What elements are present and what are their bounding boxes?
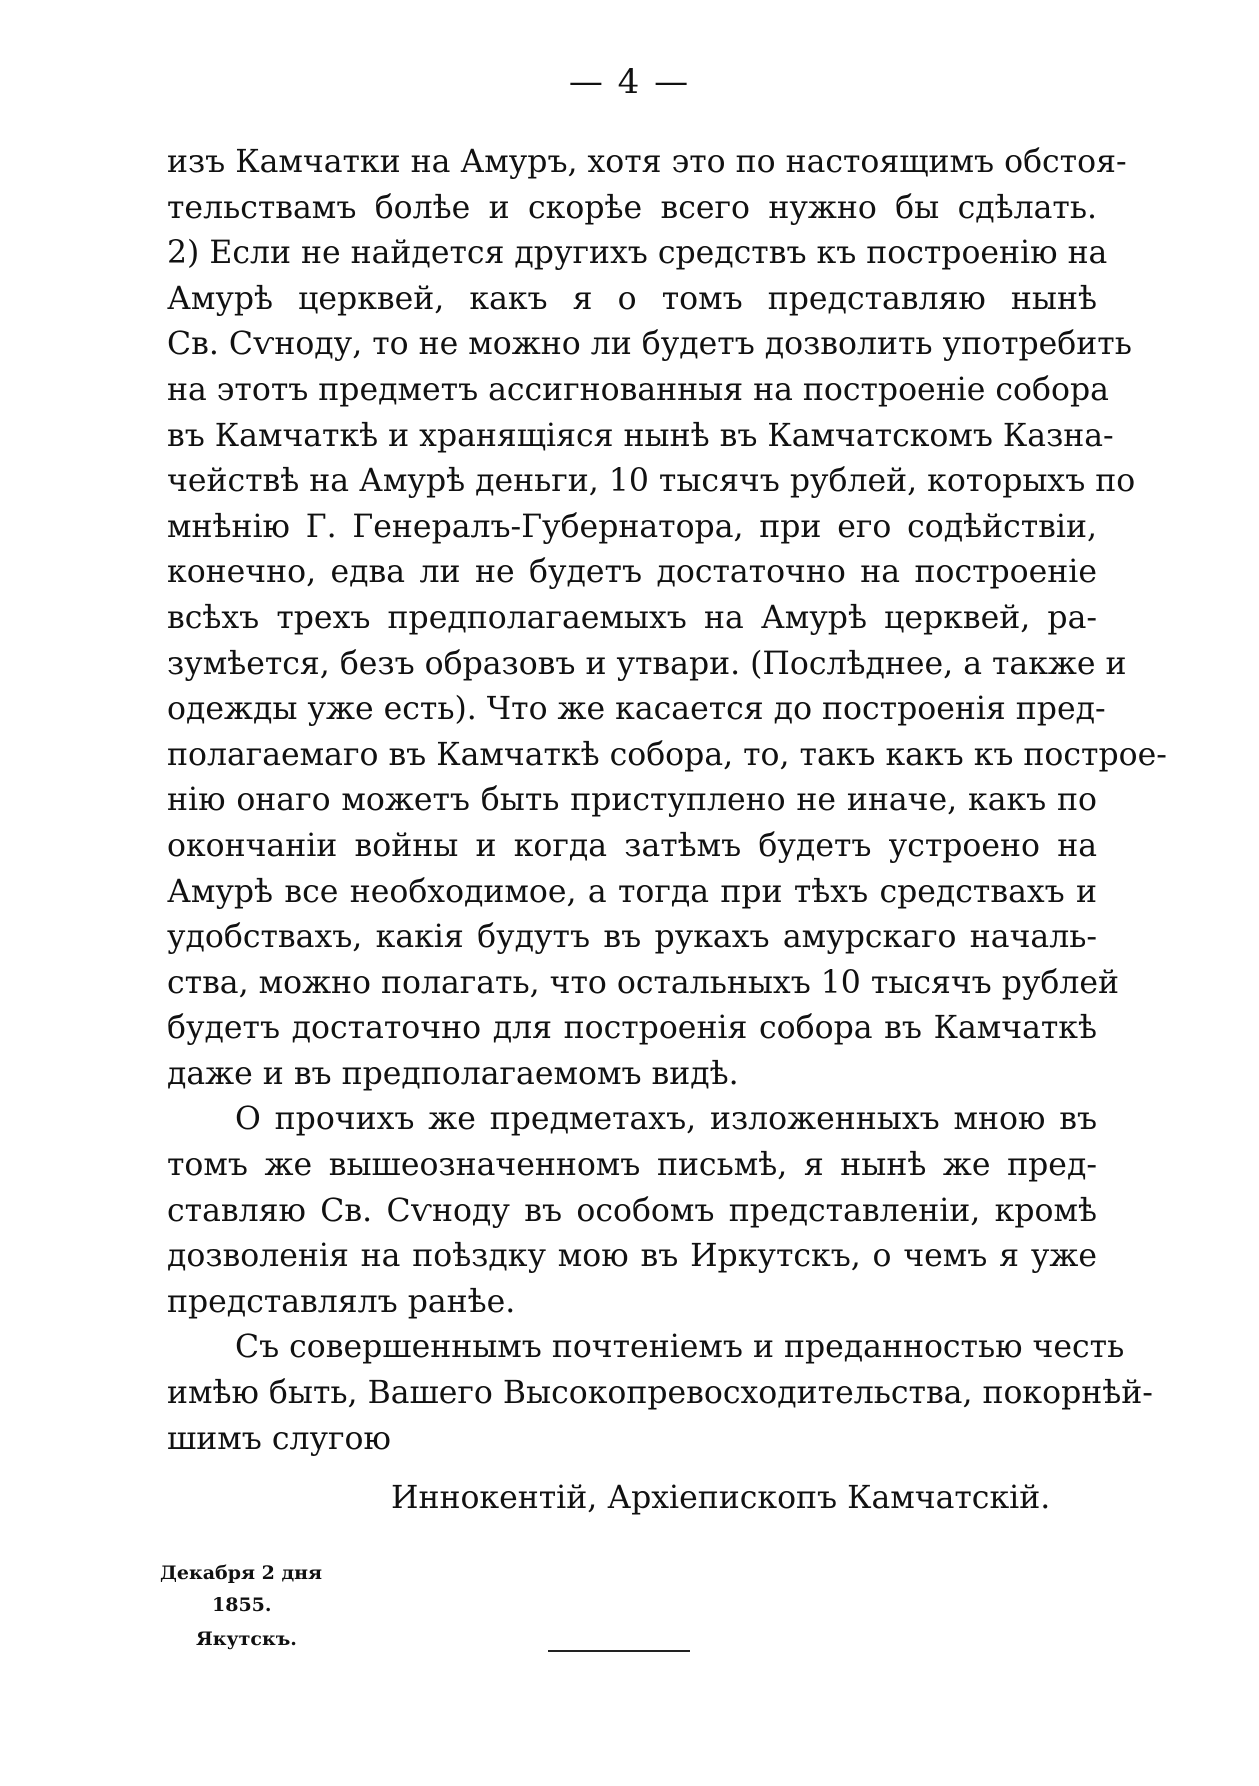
text-line: 2) Если не найдется другихъ средствъ къ построенію на bbox=[167, 235, 1108, 272]
text-line: конечно, едва ли не будетъ достаточно на построеніе bbox=[167, 554, 1097, 591]
text-line: шимъ слугою bbox=[167, 1420, 391, 1457]
text-line: даже и въ предполагаемомъ видѣ. bbox=[167, 1055, 739, 1092]
paragraph-1 bbox=[167, 140, 1167, 1097]
text-line: полагаемаго въ Камчаткѣ собора, то, такъ какъ къ построе- bbox=[167, 736, 1167, 773]
text-line: ства, можно полагать, что остальныхъ 10 тысячъ рублей bbox=[167, 964, 1120, 1001]
text-line: всѣхъ трехъ предполагаемыхъ на Амурѣ церквей, ра- bbox=[167, 599, 1097, 636]
text-line: зумѣется, безъ образовъ и утвари. (Послѣднее, а также и bbox=[167, 645, 1127, 682]
closing-rule bbox=[548, 1650, 690, 1652]
text-line: Съ совершеннымъ почтеніемъ и преданностью честь bbox=[235, 1329, 1125, 1366]
page-number: — 4 — bbox=[568, 62, 691, 102]
date-day: Декабря 2 дня bbox=[160, 1562, 323, 1584]
text-line: будетъ достаточно для построенія собора въ Камчаткѣ bbox=[167, 1010, 1097, 1047]
text-line: чействѣ на Амурѣ деньги, 10 тысячъ рублей, которыхъ по bbox=[167, 463, 1136, 500]
text-line: ставляю Св. Сѵноду въ особомъ представленіи, кромѣ bbox=[167, 1192, 1097, 1229]
text-line: мнѣнію Г. Генералъ-Губернатора, при его содѣйствіи, bbox=[167, 508, 1097, 545]
text-line: на этотъ предметъ ассигнованныя на построеніе собора bbox=[167, 371, 1109, 408]
date-place: Якутскъ. bbox=[196, 1628, 297, 1650]
text-line: представлялъ ранѣе. bbox=[167, 1283, 516, 1320]
text-line: одежды уже есть). Что же касается до построенія пред- bbox=[167, 691, 1106, 728]
text-line: дозволенія на поѣздку мою въ Иркутскъ, о чемъ я уже bbox=[167, 1238, 1097, 1275]
text-line: Амурѣ церквей, какъ я о томъ представляю нынѣ bbox=[167, 280, 1097, 317]
text-line: изъ Камчатки на Амуръ, хотя это по настоящимъ обстоя- bbox=[167, 144, 1127, 180]
text-line: Св. Сѵноду, то не можно ли будетъ дозволить употребить bbox=[167, 326, 1132, 363]
text-line: имѣю быть, Вашего Высокопревосходительства, покорнѣй- bbox=[167, 1375, 1153, 1412]
text-line: О прочихъ же предметахъ, изложенныхъ мною въ bbox=[235, 1101, 1097, 1138]
text-line: томъ же вышеозначенномъ письмѣ, я нынѣ же пред- bbox=[167, 1147, 1097, 1184]
text-line: окончаніи войны и когда затѣмъ будетъ устроено на bbox=[167, 827, 1097, 864]
signature-line: Иннокентій, Архіепископъ Камчатскій. bbox=[391, 1480, 1051, 1516]
text-line: удобствахъ, какія будутъ въ рукахъ амурскаго началь- bbox=[167, 919, 1097, 956]
text-line: нію онаго можетъ быть приступлено не иначе, какъ по bbox=[167, 782, 1097, 819]
text-line: въ Камчаткѣ и хранящіяся нынѣ въ Камчатскомъ Казна- bbox=[167, 417, 1114, 454]
text-line: тельствамъ болѣе и скорѣе всего нужно бы сдѣлать. bbox=[167, 189, 1097, 226]
date-year: 1855. bbox=[212, 1594, 272, 1616]
paragraph-2 bbox=[167, 1097, 1097, 1325]
text-line: Амурѣ все необходимое, а тогда при тѣхъ средствахъ и bbox=[167, 873, 1097, 910]
letter-body bbox=[167, 140, 1167, 1462]
paragraph-3 bbox=[167, 1325, 1153, 1462]
